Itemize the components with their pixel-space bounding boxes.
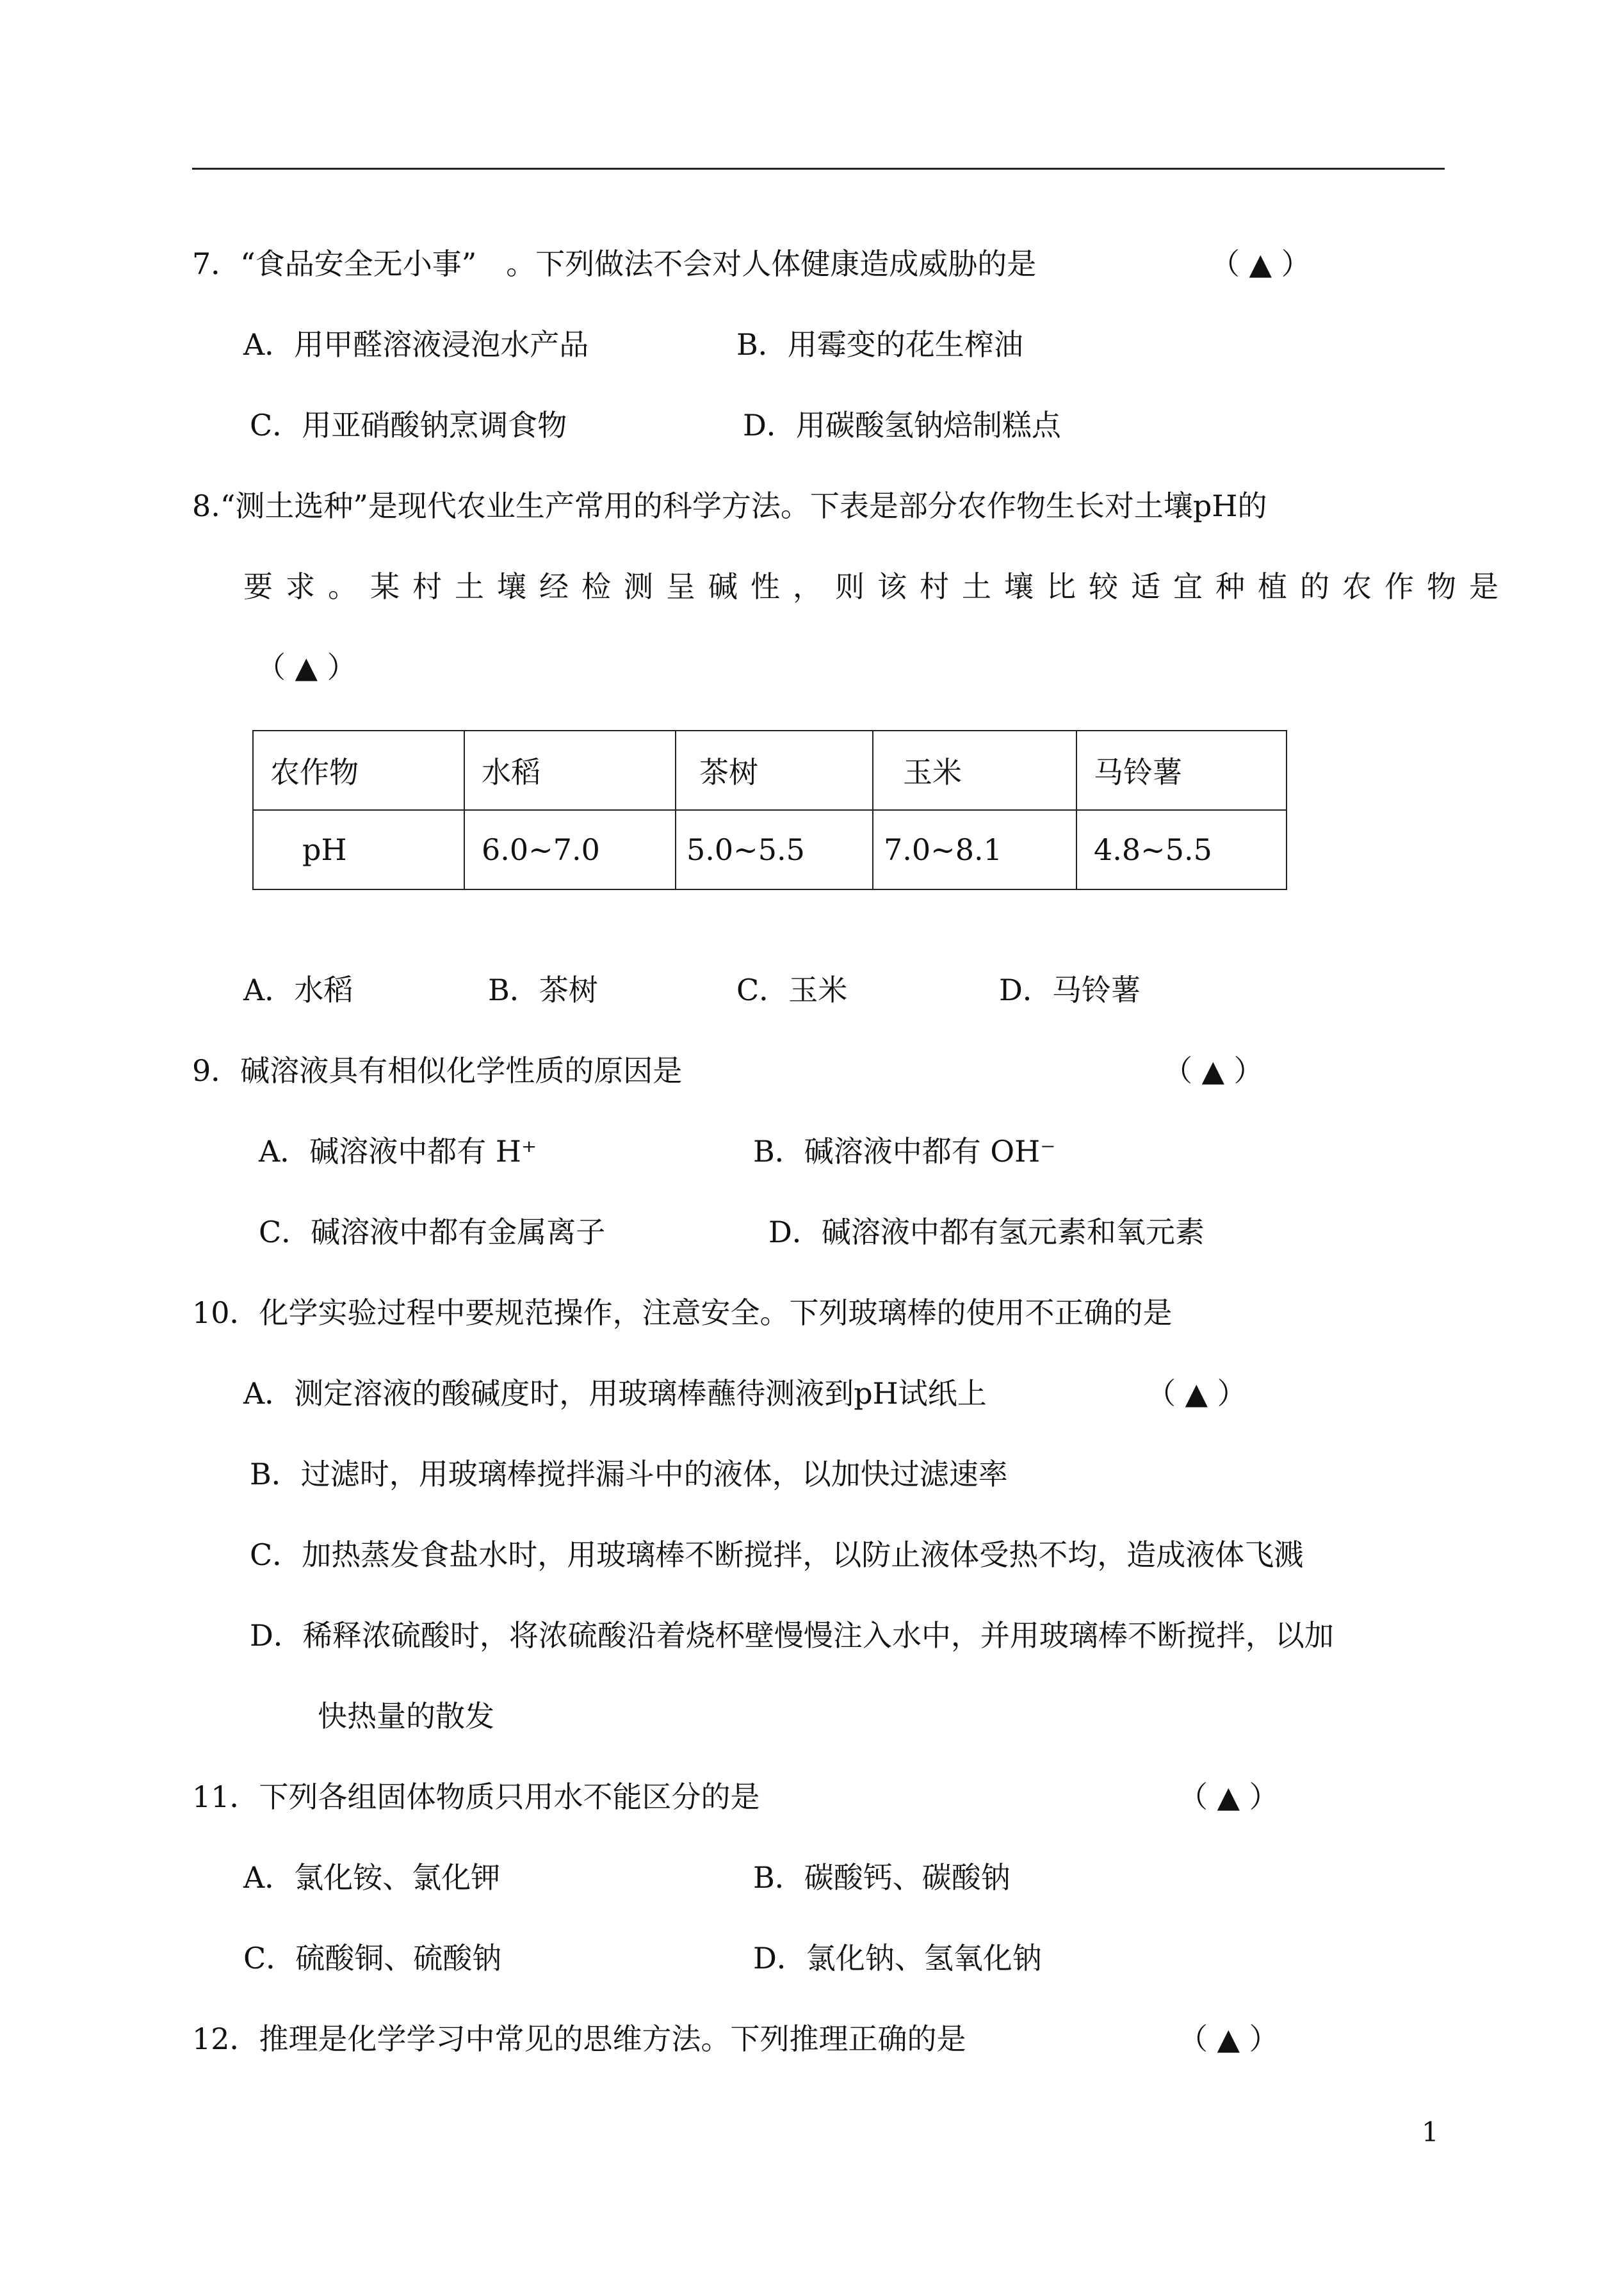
header-rule: [192, 168, 1445, 170]
table-header-cell: 水稻: [464, 731, 676, 810]
q10-option-d-continued: 快热量的散发: [318, 1699, 494, 1733]
q10-option-c: C．加热蒸发食盐水时，用玻璃棒不断搅拌，以防止液体受热不均，造成液体飞溅: [250, 1537, 1304, 1572]
q7-answer-mark: （ ▲ ）: [1210, 247, 1311, 281]
q10-option-a: A．测定溶液的酸碱度时，用玻璃棒蘸待测液到pH试纸上: [243, 1376, 987, 1411]
q9-option-d: D．碱溶液中都有氢元素和氧元素: [768, 1215, 1205, 1249]
q9-stem: 9．碱溶液具有相似化学性质的原因是: [192, 1053, 683, 1088]
q8-option-b: B．茶树: [488, 973, 598, 1007]
q12-stem: 12．推理是化学学习中常见的思维方法。下列推理正确的是: [192, 2022, 966, 2056]
q8-answer-mark: （ ▲ ）: [256, 650, 357, 685]
table-row: [253, 810, 1287, 889]
q9-option-a: A．碱溶液中都有 H⁺: [259, 1134, 537, 1169]
table-header-cell: 马铃薯: [1076, 731, 1287, 810]
q7-stem: 7．“食品安全无小事” 。下列做法不会对人体健康造成威胁的是: [192, 247, 1037, 281]
table-row: [253, 731, 1287, 810]
q11-answer-mark: （ ▲ ）: [1178, 1780, 1279, 1814]
q7-option-d: D．用碳酸氢钠焙制糕点: [743, 408, 1061, 442]
q8-option-c: C．玉米: [736, 973, 848, 1007]
q12-answer-mark: （ ▲ ）: [1178, 2022, 1279, 2056]
q11-option-a: A．氯化铵、氯化钾: [243, 1860, 501, 1895]
q8-stem-continued: 要求。某村土壤经检测呈碱性，则该村土壤比较适宜种植的农作物是: [243, 569, 1511, 604]
table-header-cell: 玉米: [873, 731, 1076, 810]
page-number: 1: [1422, 2116, 1439, 2148]
q9-answer-mark: （ ▲ ）: [1163, 1053, 1263, 1088]
q8-stem: 8.“测土选种”是现代农业生产常用的科学方法。下表是部分农作物生长对土壤pH的: [192, 489, 1267, 523]
q10-answer-mark: （ ▲ ）: [1146, 1376, 1247, 1411]
table-cell: 6.0~7.0: [464, 810, 676, 889]
q11-option-b: B．碳酸钙、碳酸钠: [753, 1860, 1011, 1895]
q9-option-c: C．碱溶液中都有金属离子: [259, 1215, 606, 1249]
q9-option-b: B．碱溶液中都有 OH⁻: [753, 1134, 1056, 1169]
q11-stem: 11．下列各组固体物质只用水不能区分的是: [192, 1780, 760, 1814]
q10-option-b: B．过滤时，用玻璃棒搅拌漏斗中的液体，以加快过滤速率: [250, 1457, 1008, 1491]
table-cell: 4.8~5.5: [1076, 810, 1287, 889]
q11-option-d: D．氯化钠、氢氧化钠: [753, 1941, 1042, 1975]
q8-option-a: A．水稻: [243, 973, 353, 1007]
table-header-cell: 农作物: [253, 731, 464, 810]
table-cell: 7.0~8.1: [873, 810, 1076, 889]
q10-stem: 10．化学实验过程中要规范操作，注意安全。下列玻璃棒的使用不正确的是: [192, 1295, 1173, 1330]
table-cell: pH: [253, 810, 464, 889]
table-header-cell: 茶树: [676, 731, 873, 810]
q10-option-d: D．稀释浓硫酸时，将浓硫酸沿着烧杯壁慢慢注入水中，并用玻璃棒不断搅拌，以加: [250, 1618, 1334, 1653]
q8-option-d: D．马铃薯: [999, 973, 1141, 1007]
q7-option-b: B．用霉变的花生榨油: [736, 327, 1023, 362]
table-cell: 5.0~5.5: [676, 810, 873, 889]
crop-ph-table: [252, 730, 1287, 890]
q7-option-c: C．用亚硝酸钠烹调食物: [250, 408, 567, 442]
q11-option-c: C．硫酸铜、硫酸钠: [243, 1941, 502, 1975]
q7-option-a: A．用甲醛溶液浸泡水产品: [243, 327, 589, 362]
